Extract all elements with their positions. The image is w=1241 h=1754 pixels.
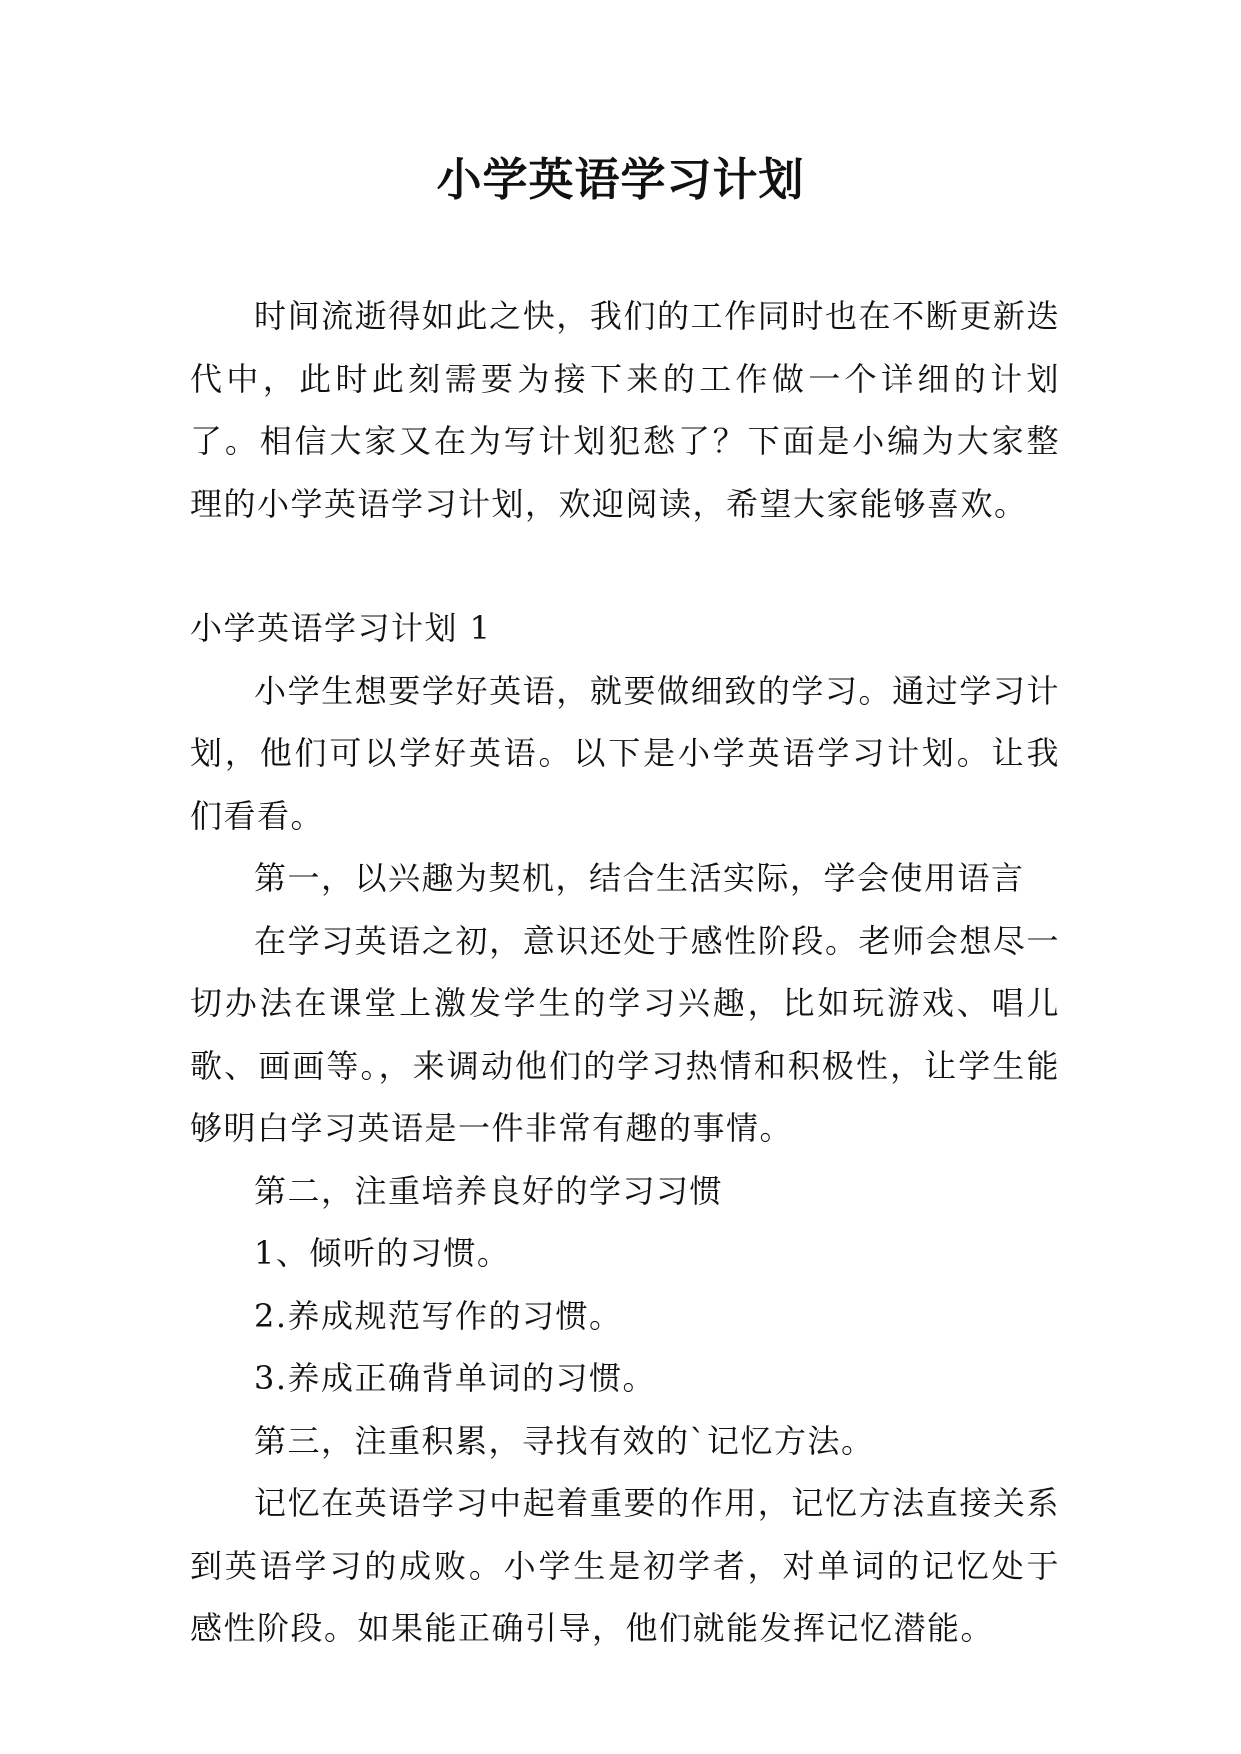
section-gap — [190, 535, 1060, 597]
document-body — [190, 285, 1060, 1660]
point-heading-1: 第一，以兴趣为契机，结合生活实际，学会使用语言 — [254, 859, 1025, 897]
list-item: 2.养成规范写作的习惯。 — [254, 1296, 623, 1335]
list-item: 1、倾听的习惯。 — [254, 1234, 511, 1272]
point-heading-2: 第二，注重培养良好的学习习惯 — [254, 1171, 724, 1210]
body-paragraph: 小学生想要学好英语，就要做细致的学习。通过学习计划，他们可以学好英语。以下是小学英语学习计划。让我们看看。 — [190, 671, 1060, 835]
list-item: 3.养成正确背单词的习惯。 — [254, 1359, 657, 1397]
point-heading-3: 第三，注重积累，寻找有效的`记忆方法。 — [254, 1421, 875, 1460]
body-paragraph: 在学习英语之初，意识还处于感性阶段。老师会想尽一切办法在课堂上激发学生的学习兴趣，比如玩游戏、唱儿歌、画画等。，来调动他们的学习热情和积极性，让学生能够明白学习英语是一件非常有趣的事情。 — [190, 921, 1060, 1147]
document-title: 小学英语学习计划 — [436, 153, 805, 206]
intro-paragraph: 时间流逝得如此之快，我们的工作同时也在不断更新迭代中，此时此刻需要为接下来的工作做一个详细的计划了。相信大家又在为写计划犯愁了？下面是小编为大家整理的小学英语学习计划，欢迎阅读，希望大家能够喜欢。 — [190, 297, 1060, 523]
section-heading: 小学英语学习计划 1 — [190, 609, 492, 647]
body-paragraph: 记忆在英语学习中起着重要的作用，记忆方法直接关系到英语学习的成败。小学生是初学者，对单词的记忆处于感性阶段。如果能正确引导，他们就能发挥记忆潜能。 — [190, 1484, 1060, 1647]
